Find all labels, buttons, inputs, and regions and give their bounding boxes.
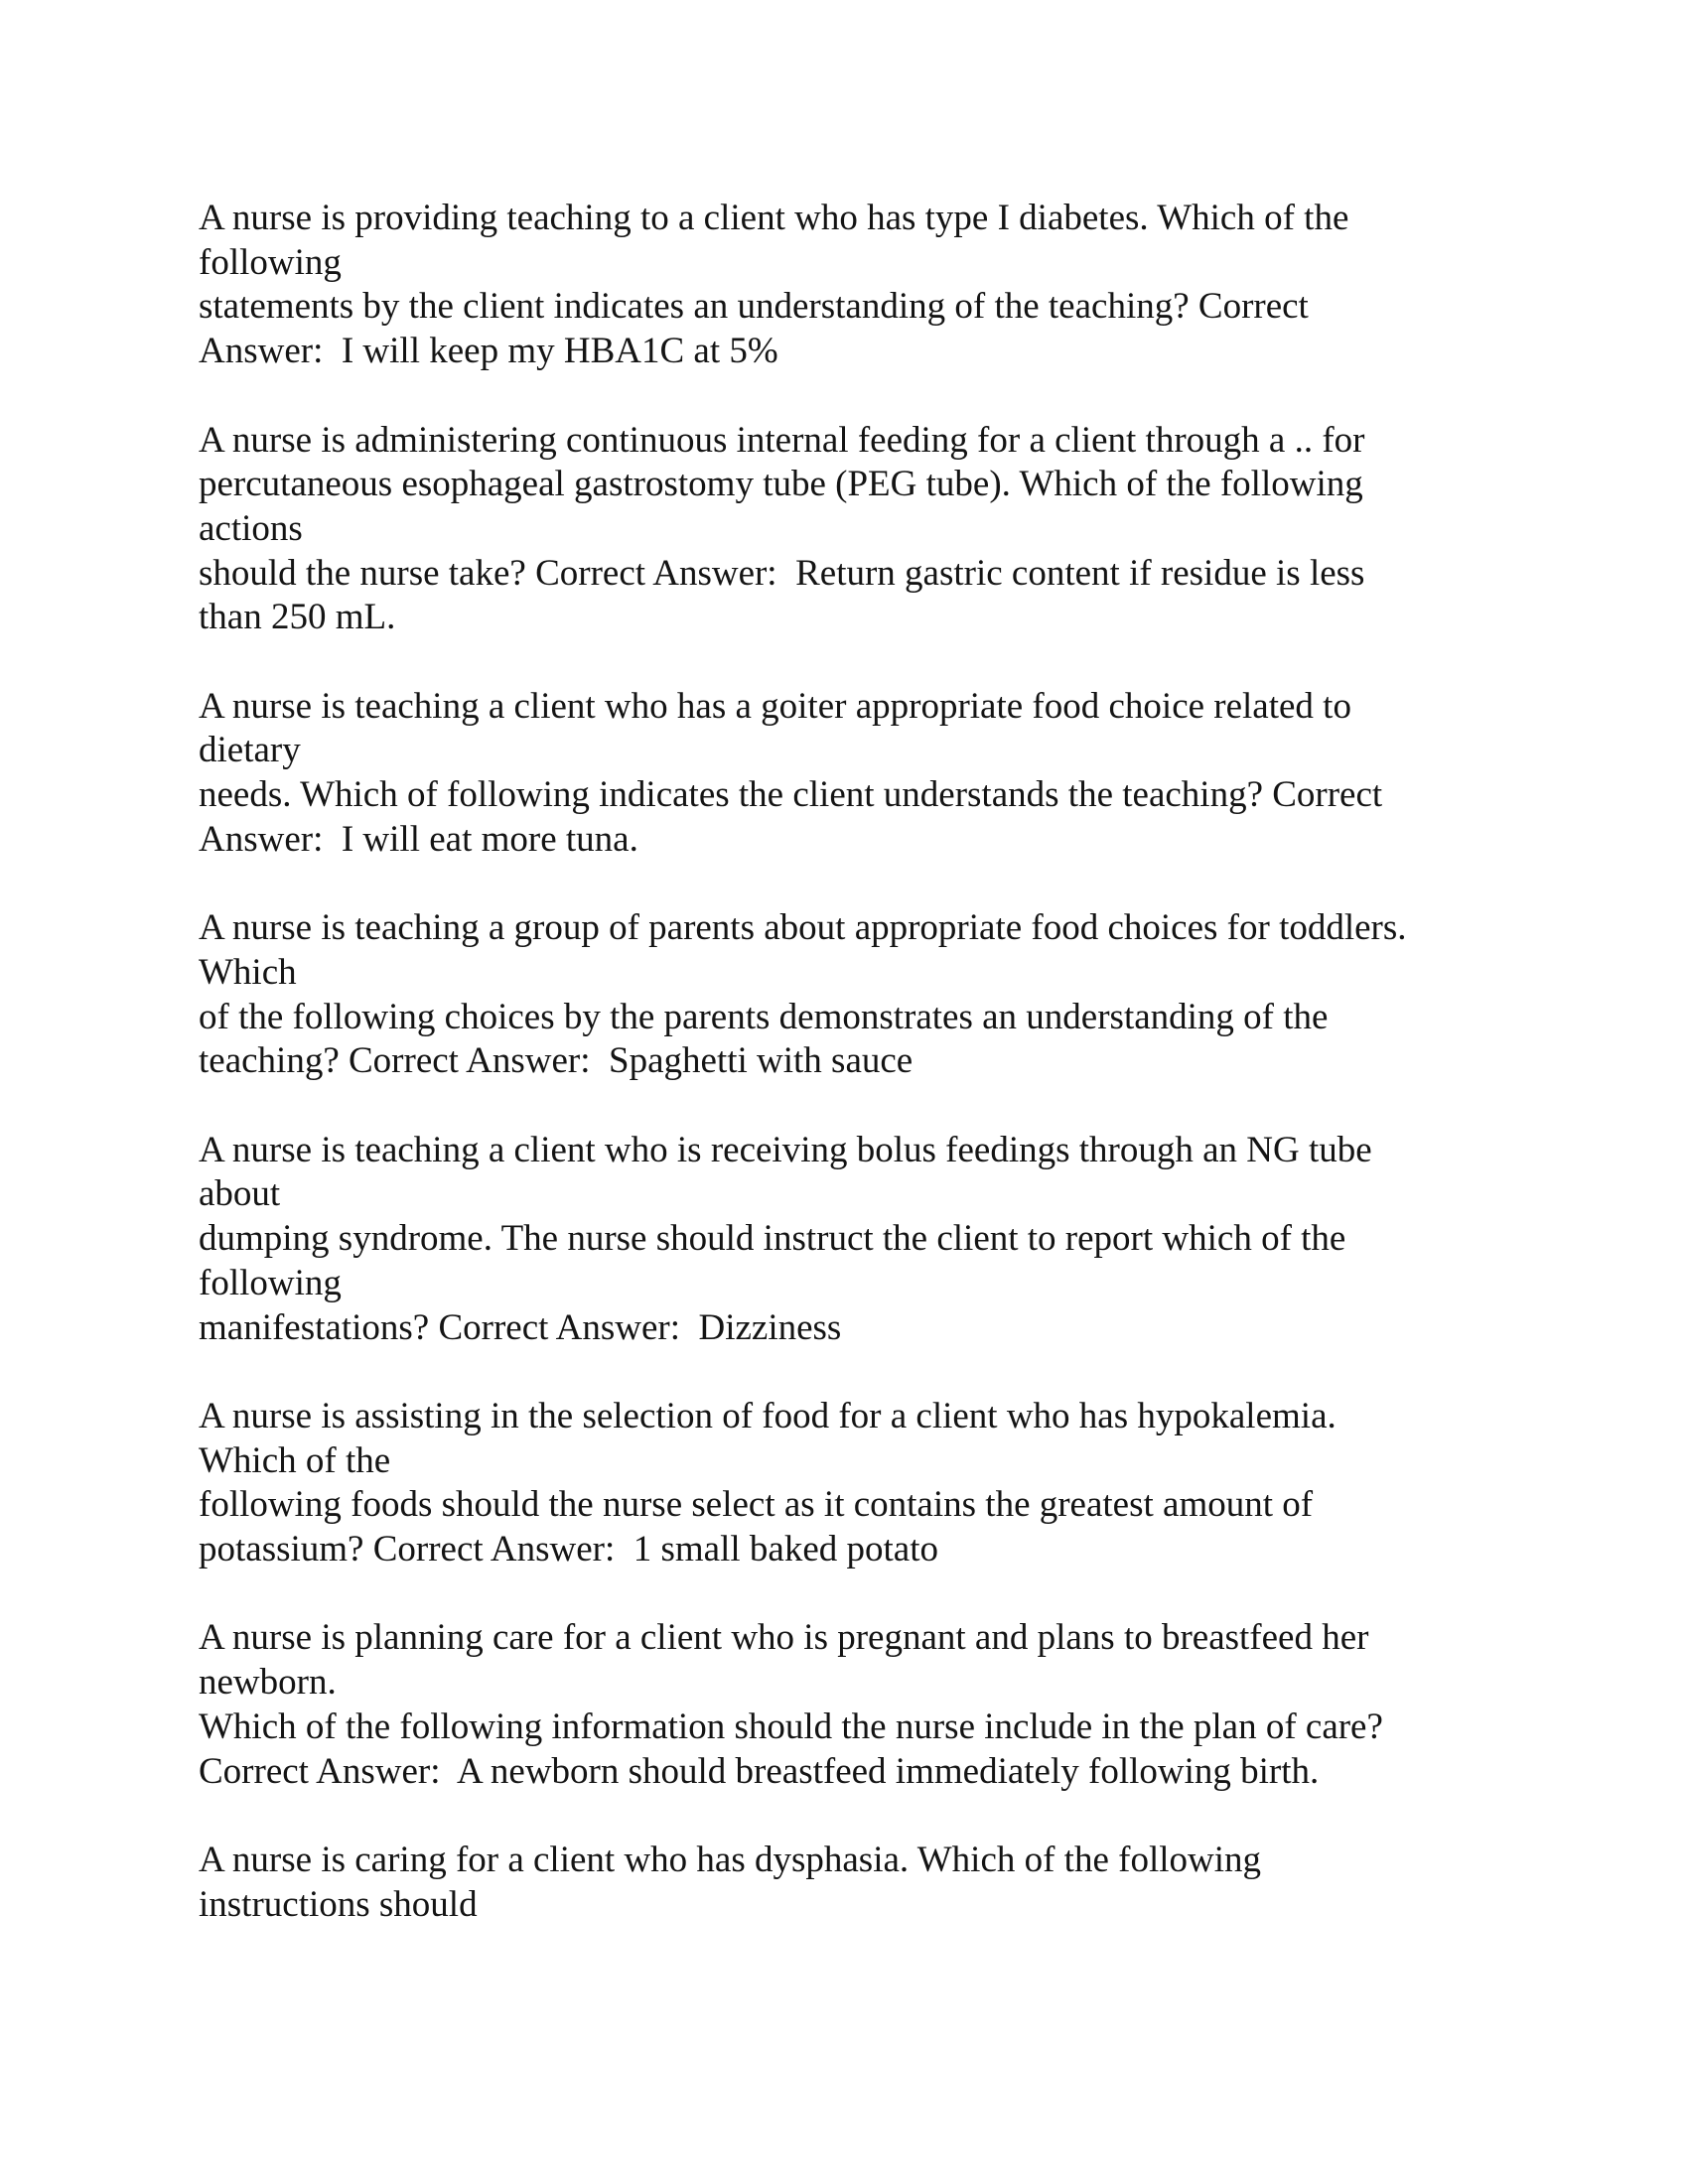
text-line: dumping syndrome. The nurse should instruct the client to report which of the bbox=[199, 1218, 1346, 1260]
text-line: instructions should bbox=[199, 1883, 478, 1925]
text-line: should the nurse take? Correct Answer: Return gastric content if residue is less bbox=[199, 552, 1365, 594]
text-line: following bbox=[199, 241, 342, 283]
text-line: A nurse is teaching a group of parents about appropriate food choices for toddlers. bbox=[199, 907, 1407, 949]
text-line: following bbox=[199, 1262, 342, 1303]
text-line: of the following choices by the parents demonstrates an understanding of the bbox=[199, 996, 1329, 1037]
text-line: than 250 mL. bbox=[199, 597, 396, 638]
text-line: potassium? Correct Answer: 1 small baked potato bbox=[199, 1529, 938, 1570]
text-line: Which bbox=[199, 951, 297, 993]
text-line: statements by the client indicates an understanding of the teaching? Correct bbox=[199, 286, 1309, 328]
text-line: Answer: I will keep my HBA1C at 5% bbox=[199, 331, 778, 372]
question-block bbox=[199, 419, 1489, 641]
question-block bbox=[199, 906, 1489, 1084]
question-block bbox=[199, 1616, 1489, 1794]
text-line: A nurse is administering continuous internal feeding for a client through a .. for bbox=[199, 419, 1365, 461]
document-body bbox=[199, 197, 1489, 1972]
text-line: Answer: I will eat more tuna. bbox=[199, 818, 638, 860]
question-block bbox=[199, 1839, 1489, 1927]
text-line: needs. Which of following indicates the client understands the teaching? Correct bbox=[199, 774, 1383, 816]
question-block bbox=[199, 685, 1489, 863]
text-line: Which of the following information should the nurse include in the plan of care? bbox=[199, 1706, 1383, 1747]
text-line: newborn. bbox=[199, 1662, 337, 1704]
question-block bbox=[199, 1129, 1489, 1351]
text-line: A nurse is providing teaching to a client who has type I diabetes. Which of the bbox=[199, 198, 1349, 238]
question-block bbox=[199, 197, 1489, 374]
text-line: about bbox=[199, 1173, 281, 1215]
text-line: A nurse is teaching a client who has a goiter appropriate food choice related to bbox=[199, 685, 1351, 727]
text-line: actions bbox=[199, 507, 303, 549]
text-line: Which of the bbox=[199, 1439, 391, 1481]
text-line: A nurse is caring for a client who has dysphasia. Which of the following bbox=[199, 1839, 1262, 1880]
text-line: manifestations? Correct Answer: Dizziness bbox=[199, 1306, 842, 1348]
text-line: A nurse is assisting in the selection of food for a client who has hypokalemia. bbox=[199, 1395, 1336, 1436]
text-line: A nurse is teaching a client who is receiving bolus feedings through an NG tube bbox=[199, 1129, 1372, 1170]
question-block bbox=[199, 1395, 1489, 1572]
text-line: following foods should the nurse select as it contains the greatest amount of bbox=[199, 1484, 1314, 1526]
text-line: A nurse is planning care for a client who is pregnant and plans to breastfeed her bbox=[199, 1617, 1369, 1659]
text-line: teaching? Correct Answer: Spaghetti with sauce bbox=[199, 1040, 914, 1082]
text-line: Correct Answer: A newborn should breastfeed immediately following birth. bbox=[199, 1750, 1320, 1792]
text-line: dietary bbox=[199, 730, 301, 771]
text-line: percutaneous esophageal gastrostomy tube (PEG tube). Which of the following bbox=[199, 464, 1363, 505]
